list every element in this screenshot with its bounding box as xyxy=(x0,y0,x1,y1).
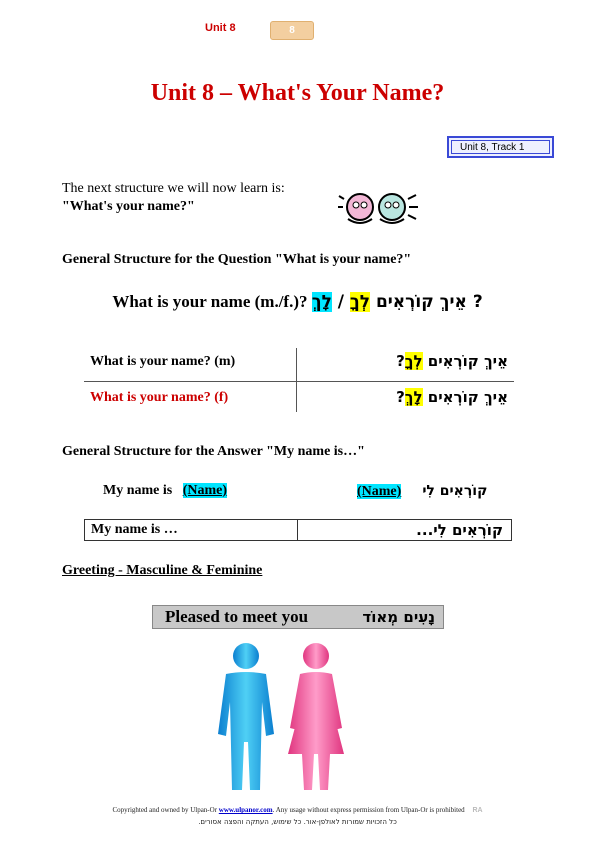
answer-heading: General Structure for the Answer "My name is…" xyxy=(62,444,365,459)
footer-hebrew: כל הזכויות שמורות לאולפן-אור. כל שימוש, העתקה והפצה אסורים. xyxy=(198,818,397,826)
page-number-badge: 8 xyxy=(270,21,314,40)
name-placeholder: (Name) xyxy=(357,484,402,499)
answer-he: (Name) קוֹרְאִים לִי xyxy=(357,483,488,499)
intro-text xyxy=(62,180,285,216)
answer-table-en: My name is … xyxy=(91,522,178,537)
intro-line-2: "What's your name?" xyxy=(62,199,195,214)
footer-copyright: Copyrighted and owned by Ulpan-Or www.ulpanor.com. Any usage without express permission from Ulpan-Or is prohibited RA xyxy=(112,806,483,814)
answer-table xyxy=(84,519,512,541)
intro-line-1: The next structure we will now learn is: xyxy=(62,181,285,196)
greeting-banner xyxy=(152,605,444,629)
footer-link[interactable]: www.ulpanor.com xyxy=(218,806,273,814)
answer-table-he: קוֹרְאִים לִי... xyxy=(416,521,503,539)
track-label: Unit 8, Track 1 xyxy=(451,140,550,154)
row-he: אֵיךְ קוֹרְאִים לָךְ? xyxy=(396,388,508,406)
answer-en: My name is (Name) xyxy=(103,483,228,498)
man-woman-icon xyxy=(204,642,364,794)
talking-faces-icon xyxy=(338,185,420,230)
table-row xyxy=(84,384,514,416)
row-en: What is your name? (m) xyxy=(90,354,236,369)
question-heading: General Structure for the Question "What is your name?" xyxy=(62,252,412,267)
table-row xyxy=(84,348,514,380)
audio-track-button[interactable] xyxy=(447,136,554,158)
page-title: Unit 8 – What's Your Name? xyxy=(150,80,445,106)
question-structure xyxy=(0,292,595,312)
name-placeholder: (Name) xyxy=(182,483,228,498)
table-divider xyxy=(84,381,514,382)
question-structure-he: ? אֵיךְ קוֹרְאִים לְךָ / לָךְ xyxy=(311,292,483,312)
question-table xyxy=(84,348,514,412)
row-he: אֵיךְ קוֹרְאִים לְךָ? xyxy=(396,352,508,370)
question-structure-en: What is your name (m./f.)? xyxy=(112,292,308,311)
table-divider xyxy=(297,520,298,540)
unit-label: Unit 8 xyxy=(205,22,236,34)
footer-ra: RA xyxy=(472,807,483,814)
greeting-heading: Greeting - Masculine & Feminine xyxy=(62,563,263,578)
greeting-en: Pleased to meet you xyxy=(165,607,309,626)
row-en: What is your name? (f) xyxy=(90,390,229,405)
greeting-he: נָעִים מְאוֹד xyxy=(362,608,435,626)
